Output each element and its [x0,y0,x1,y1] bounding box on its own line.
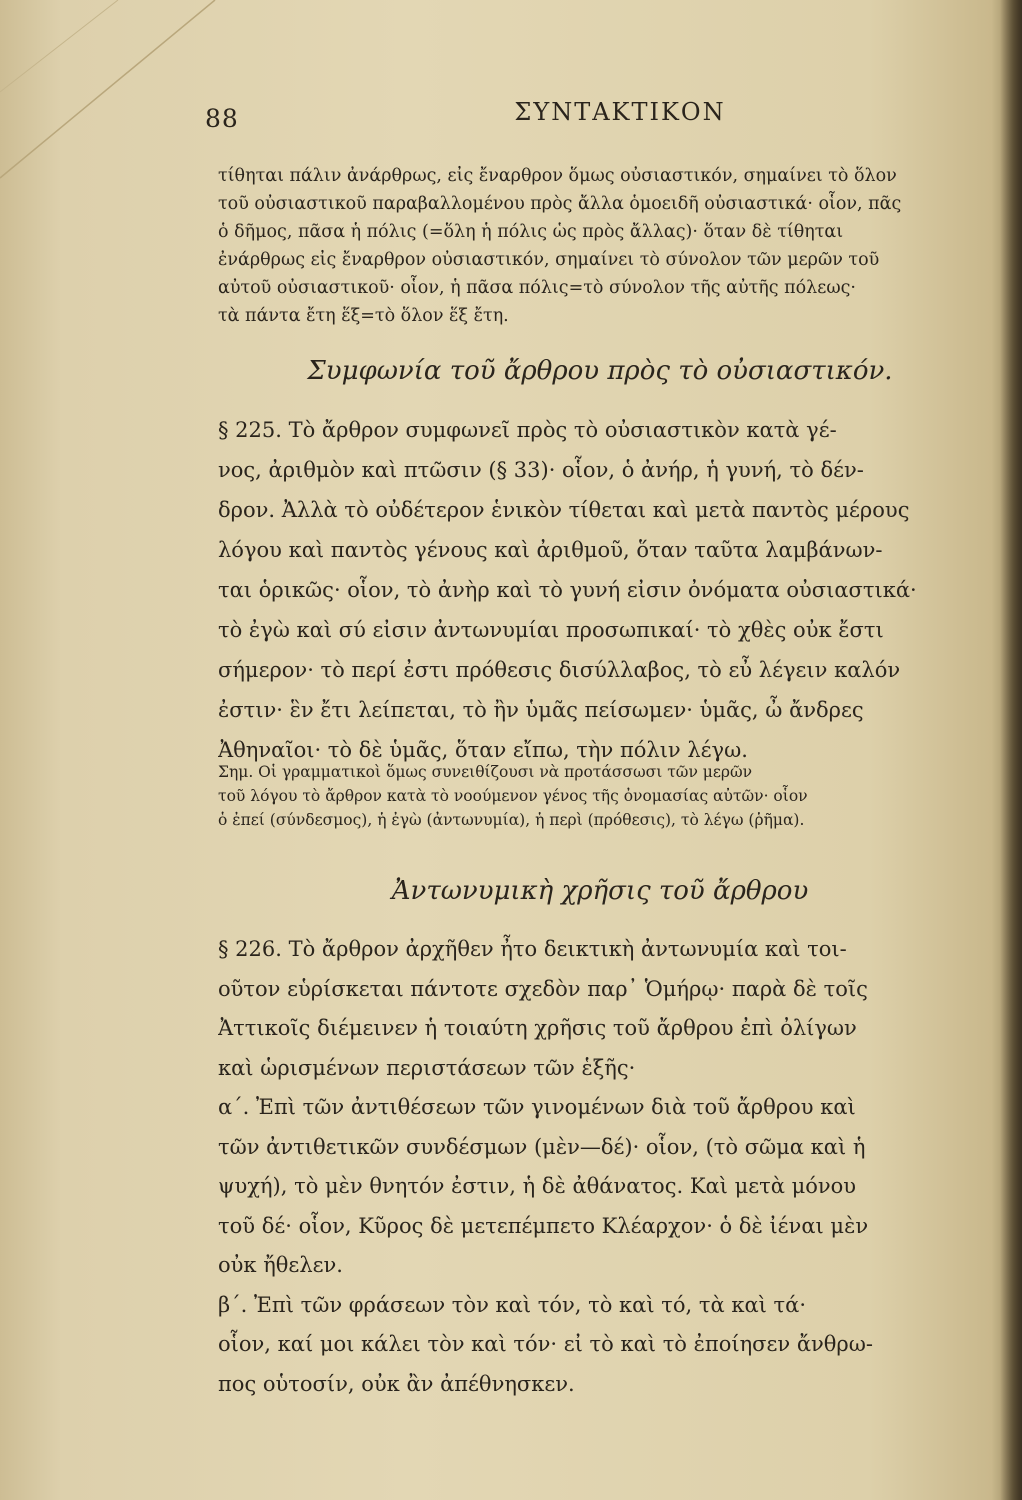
section-heading: Ἀντωνυμικὴ χρῆσις τοῦ ἄρθρου [391,876,809,906]
text-line: τῶν ἀντιθετικῶν συνδέσμων (μὲν—δέ)· οἷον, (τὸ σῶμα καὶ ἡ [218,1134,866,1159]
text-line: καὶ ὡρισμένων περιστάσεων τῶν ἑξῆς· [218,1055,636,1080]
page-number: 88 [205,104,239,133]
text-line: Ἀττικοῖς διέμεινεν ἡ τοιαύτη χρῆσις τοῦ ἄρθρου ἐπὶ ὀλίγων [218,1016,857,1040]
text-line: § 226. Τὸ ἄρθρον ἀρχῆθεν ἦτο δεικτικὴ ἀντωνυμία καὶ τοι- [218,937,847,961]
page-header [205,98,995,144]
text-line: τοῦ δέ· οἷον, Κῦρος δὲ μετεπέμπετο Κλέαρχον· ὁ δὲ ἰέναι μὲν [218,1213,869,1238]
text-line: ται ὁρικῶς· οἷον, τὸ ἀνὴρ καὶ τὸ γυνή εἰσιν ὀνόματα οὐσιαστικά· [218,578,917,602]
book-spine-shadow [1000,0,1022,1500]
text-line: αὐτοῦ οὐσιαστικοῦ· οἷον, ἡ πᾶσα πόλις=τὸ σύνολον τῆς αὐτῆς πόλεως· [218,278,856,298]
text-line: Ἀθηναῖοι· τὸ δὲ ὑμᾶς, ὅταν εἴπω, τὴν πόλιν λέγω. [218,738,748,762]
text-line: τὰ πάντα ἔτη ἕξ=τὸ ὅλον ἕξ ἔτη. [218,306,509,326]
text-line: ψυχή), τὸ μὲν θνητόν ἐστιν, ἡ δὲ ἀθάνατος. Καὶ μετὰ μόνου [218,1174,857,1198]
text-line: τοῦ οὐσιαστικοῦ παραβαλλομένου πρὸς ἄλλα ὁμοειδῆ οὐσιαστικά· οἷον, πᾶς [218,194,902,214]
text-line: νος, ἀριθμὸν καὶ πτῶσιν (§ 33)· οἷον, ὁ ἀνήρ, ἡ γυνή, τὸ δέν- [218,458,864,482]
note-line: Σημ. Οἱ γραμματικοὶ ὅμως συνειθίζουσι νὰ προτάσσωσι τῶν μερῶν [218,763,753,781]
paragraph-225 [218,410,978,770]
section-heading: Συμφωνία τοῦ ἄρθρου πρὸς τὸ οὐσιαστικόν. [307,356,893,386]
note-line: ὁ ἐπεί (σύνδεσμος), ἡ ἐγὼ (ἀντωνυμία), ἡ περὶ (πρόθεσις), τὸ λέγω (ῥῆμα). [218,811,805,829]
text-line: λόγου καὶ παντὸς γένους καὶ ἀριθμοῦ, ὅταν ταῦτα λαμβάνων- [218,538,883,562]
grammar-note [218,760,978,832]
text-line: α΄. Ἐπὶ τῶν ἀντιθέσεων τῶν γινομένων διὰ τοῦ ἄρθρου καὶ [218,1095,856,1119]
text-line: τίθηται πάλιν ἀνάρθρως, εἰς ἔναρθρον ὅμως οὐσιαστικόν, σημαίνει τὸ ὅλον [218,166,897,186]
text-line: σήμερον· τὸ περί ἐστι πρόθεσις δισύλλαβος, τὸ εὖ λέγειν καλόν [218,658,901,682]
text-line: β΄. Ἐπὶ τῶν φράσεων τὸν καὶ τόν, τὸ καὶ τό, τὰ καὶ τά· [218,1292,807,1317]
text-line: τὸ ἐγὼ καὶ σύ εἰσιν ἀντωνυμίαι προσωπικαί· τὸ χθὲς οὐκ ἔστι [218,618,884,642]
text-line: δρον. Ἀλλὰ τὸ οὐδέτερον ἑνικὸν τίθεται καὶ μετὰ παντὸς μέρους [218,498,910,522]
text-line: § 225. Τὸ ἄρθρον συμφωνεῖ πρὸς τὸ οὐσιαστικὸν κατὰ γέ- [218,418,837,442]
text-line: οῦτον εὑρίσκεται πάντοτε σχεδὸν παρ᾽ Ὁμήρῳ· παρὰ δὲ τοῖς [218,976,868,1001]
intro-paragraph [218,162,978,330]
text-line: οἷον, καί μοι κάλει τὸν καὶ τόν· εἰ τὸ καὶ τὸ ἐποίησεν ἄνθρω- [218,1332,873,1356]
text-line: ὁ δῆμος, πᾶσα ἡ πόλις (=ὅλη ἡ πόλις ὡς πρὸς ἄλλας)· ὅταν δὲ τίθηται [218,222,844,242]
text-line: ἐστιν· ἓν ἔτι λείπεται, τὸ ἢν ὑμᾶς πείσωμεν· ὑμᾶς, ὦ ἄνδρες [218,698,864,722]
note-line: τοῦ λόγου τὸ ἄρθρον κατὰ τὸ νοούμενον γένος τῆς ὀνομασίας αὐτῶν· οἷον [218,787,808,805]
page-fold-crease [0,0,260,180]
running-title: ΣΥΝΤΑΚΤΙΚΟΝ [514,98,726,126]
paragraph-226 [218,930,978,1404]
text-line: πος οὑτοσίν, οὐκ ἂν ἀπέθνησκεν. [218,1371,575,1396]
text-line: ἐνάρθρως εἰς ἔναρθρον οὐσιαστικόν, σημαίνει τὸ σύνολον τῶν μερῶν τοῦ [218,250,880,270]
text-line: οὐκ ἤθελεν. [218,1253,343,1277]
